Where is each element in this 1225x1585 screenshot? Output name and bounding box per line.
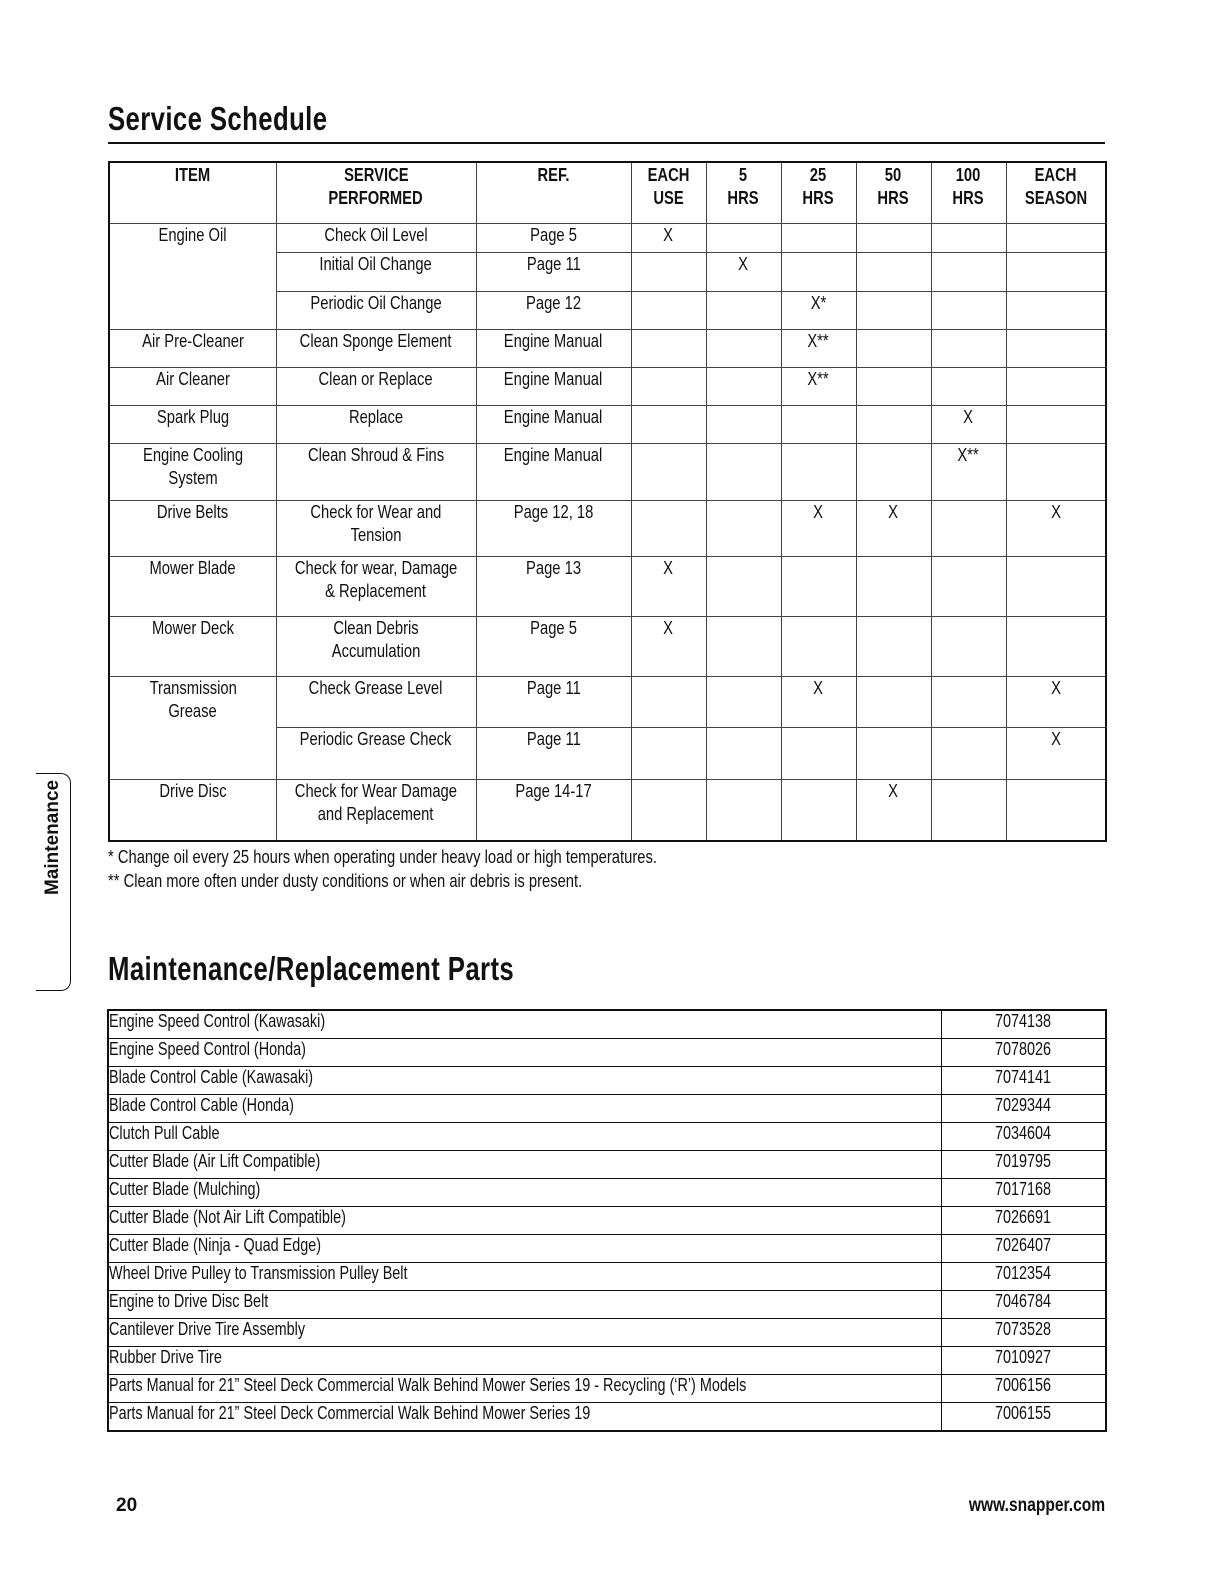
interval-mark-cell [1006,556,1106,616]
interval-mark: X** [807,368,830,389]
interval-mark-cell [1006,727,1106,779]
interval-mark: X [963,406,974,427]
schedule-row [109,405,1106,443]
parts-row [108,1347,1106,1375]
part-number: 7019795 [995,1151,1052,1171]
cell-text: Check for Wear and [310,501,442,522]
parts-row [108,1179,1106,1207]
interval-mark-cell [706,727,781,779]
interval-mark-cell [706,291,781,329]
part-description-cell [108,1347,941,1375]
interval-mark-cell [631,329,706,367]
interval-mark-cell [781,223,856,252]
interval-mark-cell [706,676,781,727]
schedule-cell-service [276,252,476,291]
header-text: EACH [647,165,690,185]
part-description-cell [108,1095,941,1123]
interval-mark-cell [1006,443,1106,500]
interval-mark-cell [931,443,1006,500]
interval-mark-cell [931,367,1006,405]
interval-mark: X** [957,444,980,465]
cell-text: Check for wear, Damage [294,557,458,578]
schedule-cell-service [276,367,476,405]
interval-mark-cell [781,556,856,616]
schedule-cell-service [276,556,476,616]
part-number-cell [941,1123,1106,1151]
part-number: 7012354 [995,1263,1052,1283]
interval-mark-cell [631,367,706,405]
part-number: 7078026 [995,1039,1052,1059]
cell-text: Engine Cooling [142,444,243,465]
schedule-row [109,556,1106,616]
schedule-cell-ref [476,329,631,367]
interval-mark-cell [931,223,1006,252]
schedule-cell-item [109,727,276,779]
schedule-row [109,223,1106,252]
cell-text: System [168,467,218,488]
footnote-cleaning: ** Clean more often under dusty conditions or when air debris is present. [108,871,583,891]
interval-mark-cell [631,223,706,252]
schedule-row [109,779,1106,841]
interval-mark-cell [631,616,706,676]
cell-text: Initial Oil Change [319,253,433,274]
side-tab-label: Maintenance [42,779,63,895]
interval-mark-cell [1006,252,1106,291]
part-description: Engine to Drive Disc Belt [109,1291,269,1311]
part-number-cell [941,1067,1106,1095]
part-number: 7006156 [995,1375,1052,1395]
cell-text: Engine Manual [504,406,603,427]
cell-text: Drive Belts [157,501,229,522]
interval-mark-cell [631,443,706,500]
interval-mark-cell [931,252,1006,291]
interval-mark-cell [931,500,1006,556]
part-description: Rubber Drive Tire [109,1347,222,1367]
part-description-cell [108,1207,941,1235]
cell-text: Periodic Grease Check [300,728,452,749]
header-text: HRS [877,188,910,208]
interval-mark-cell [706,405,781,443]
interval-mark: X [663,617,674,638]
part-description-cell [108,1403,941,1432]
cell-text: Clean or Replace [318,368,434,389]
part-description: Clutch Pull Cable [109,1123,220,1143]
part-description: Blade Control Cable (Honda) [109,1095,294,1115]
schedule-header-cell [856,162,931,223]
part-number: 7010927 [995,1347,1052,1367]
interval-mark: X [738,253,749,274]
part-number: 7029344 [995,1095,1052,1115]
part-description: Parts Manual for 21” Steel Deck Commercial Walk Behind Mower Series 19 - Recycling (‘R’) Models [109,1375,747,1395]
parts-row [108,1403,1106,1432]
part-number: 7074138 [995,1011,1052,1031]
interval-mark-cell [856,676,931,727]
part-number-cell [941,1179,1106,1207]
title-rule [108,142,1105,144]
cell-text: Clean Shroud & Fins [307,444,445,465]
interval-mark-cell [856,223,931,252]
schedule-header-cell [1006,162,1106,223]
interval-mark-cell [706,443,781,500]
schedule-cell-ref [476,367,631,405]
interval-mark-cell [931,405,1006,443]
interval-mark-cell [931,291,1006,329]
cell-text: & Replacement [325,580,427,601]
parts-row [108,1235,1106,1263]
schedule-header-cell [276,162,476,223]
interval-mark: X [813,501,824,522]
interval-mark-cell [931,676,1006,727]
header-text: 50 [885,165,902,185]
interval-mark-cell [1006,500,1106,556]
cell-text: Page 13 [526,557,581,578]
schedule-header-cell [631,162,706,223]
part-description: Cantilever Drive Tire Assembly [109,1319,306,1339]
part-description-cell [108,1319,941,1347]
cell-text: Check Oil Level [324,224,428,245]
cell-text: Page 12 [526,292,581,313]
parts-title: Maintenance/Replacement Parts [108,950,515,987]
part-description-cell [108,1235,941,1263]
schedule-cell-ref [476,616,631,676]
interval-mark-cell [856,443,931,500]
part-description-cell [108,1039,941,1067]
schedule-cell-item [109,367,276,405]
part-number: 7073528 [995,1319,1052,1339]
part-number-cell [941,1347,1106,1375]
header-text: SEASON [1024,188,1087,208]
schedule-row [109,616,1106,676]
interval-mark: X [663,224,674,245]
cell-text: Periodic Oil Change [310,292,442,313]
schedule-row [109,291,1106,329]
interval-mark: X** [807,330,830,351]
schedule-cell-ref [476,727,631,779]
schedule-cell-service [276,443,476,500]
interval-mark-cell [706,779,781,841]
cell-text: Grease [168,700,217,721]
part-number: 7017168 [995,1179,1052,1199]
part-number: 7026407 [995,1235,1052,1255]
interval-mark-cell [931,616,1006,676]
interval-mark-cell [706,616,781,676]
schedule-cell-service [276,727,476,779]
part-description: Cutter Blade (Air Lift Compatible) [109,1151,321,1171]
cell-text: Tension [350,524,402,545]
interval-mark-cell [781,367,856,405]
schedule-cell-item [109,500,276,556]
part-description: Parts Manual for 21” Steel Deck Commercial Walk Behind Mower Series 19 [109,1403,591,1423]
interval-mark-cell [931,727,1006,779]
cell-text: Page 5 [530,617,577,638]
schedule-cell-item [109,405,276,443]
schedule-cell-ref [476,291,631,329]
schedule-cell-item [109,616,276,676]
parts-row [108,1151,1106,1179]
cell-text: Transmission [149,677,237,698]
interval-mark-cell [931,556,1006,616]
parts-row [108,1095,1106,1123]
schedule-cell-item [109,329,276,367]
schedule-cell-service [276,616,476,676]
part-description-cell [108,1375,941,1403]
cell-text: Accumulation [331,640,421,661]
interval-mark-cell [631,556,706,616]
cell-text: Replace [348,406,404,427]
interval-mark-cell [631,405,706,443]
parts-row [108,1010,1106,1039]
parts-row [108,1039,1106,1067]
cell-text: Air Pre-Cleaner [141,330,244,351]
cell-text: Clean Debris [333,617,419,638]
part-description-cell [108,1010,941,1039]
schedule-cell-ref [476,405,631,443]
header-text: 100 [956,165,981,185]
schedule-cell-ref [476,443,631,500]
part-number-cell [941,1010,1106,1039]
schedule-cell-service [276,500,476,556]
schedule-cell-item [109,676,276,727]
cell-text: Mower Deck [151,617,234,638]
parts-row [108,1263,1106,1291]
schedule-cell-item [109,779,276,841]
interval-mark-cell [781,500,856,556]
cell-text: Check Grease Level [309,677,443,698]
cell-text: Page 5 [530,224,577,245]
parts-row [108,1319,1106,1347]
part-number: 7034604 [995,1123,1052,1143]
cell-text: Engine Manual [504,330,603,351]
cell-text: Spark Plug [156,406,229,427]
interval-mark-cell [631,291,706,329]
footnote-oil: * Change oil every 25 hours when operating under heavy load or high temperatures. [108,847,657,867]
part-description: Engine Speed Control (Kawasaki) [109,1011,326,1031]
schedule-header-cell [476,162,631,223]
interval-mark-cell [856,727,931,779]
interval-mark-cell [856,616,931,676]
interval-mark: X [888,780,899,801]
parts-row [108,1123,1106,1151]
parts-table [107,1009,1107,1432]
part-description: Engine Speed Control (Honda) [109,1039,306,1059]
interval-mark-cell [856,291,931,329]
interval-mark-cell [706,223,781,252]
interval-mark-cell [1006,676,1106,727]
interval-mark-cell [781,405,856,443]
part-number: 7074141 [995,1067,1052,1087]
schedule-cell-service [276,291,476,329]
schedule-cell-service [276,405,476,443]
part-number-cell [941,1263,1106,1291]
part-description-cell [108,1179,941,1207]
cell-text: Drive Disc [159,780,227,801]
schedule-row [109,500,1106,556]
interval-mark-cell [631,779,706,841]
schedule-cell-ref [476,556,631,616]
header-text: 5 [739,165,748,185]
schedule-cell-item [109,443,276,500]
cell-text: and Replacement [318,803,434,824]
schedule-header-cell [781,162,856,223]
schedule-cell-item [109,556,276,616]
interval-mark-cell [781,779,856,841]
part-number-cell [941,1039,1106,1067]
interval-mark-cell [856,367,931,405]
interval-mark-cell [781,443,856,500]
schedule-row [109,367,1106,405]
interval-mark-cell [631,500,706,556]
cell-text: Mower Blade [149,557,236,578]
header-text: USE [653,188,684,208]
interval-mark-cell [631,252,706,291]
schedule-row [109,676,1106,727]
part-description: Cutter Blade (Mulching) [109,1179,261,1199]
interval-mark-cell [706,329,781,367]
schedule-header-cell [931,162,1006,223]
header-text: HRS [952,188,985,208]
schedule-row [109,329,1106,367]
part-description-cell [108,1291,941,1319]
part-number: 7026691 [995,1207,1052,1227]
cell-text: Engine Manual [504,444,603,465]
interval-mark-cell [1006,223,1106,252]
interval-mark-cell [931,779,1006,841]
part-description: Cutter Blade (Not Air Lift Compatible) [109,1207,346,1227]
schedule-row [109,443,1106,500]
cell-text: Page 11 [526,253,581,274]
page-number: 20 [116,1495,138,1516]
part-number-cell [941,1151,1106,1179]
cell-text: Page 11 [526,728,581,749]
schedule-cell-ref [476,223,631,252]
header-text: HRS [802,188,835,208]
interval-mark-cell [1006,329,1106,367]
schedule-cell-service [276,329,476,367]
interval-mark-cell [856,405,931,443]
parts-row [108,1291,1106,1319]
schedule-header-cell [109,162,276,223]
part-description-cell [108,1151,941,1179]
part-number-cell [941,1375,1106,1403]
interval-mark-cell [706,367,781,405]
interval-mark: X [813,677,824,698]
part-description: Wheel Drive Pulley to Transmission Pulley Belt [109,1263,408,1283]
interval-mark-cell [781,616,856,676]
header-text: HRS [727,188,760,208]
interval-mark-cell [931,329,1006,367]
schedule-cell-item [109,223,276,252]
cell-text: Clean Sponge Element [300,330,452,351]
part-number-cell [941,1207,1106,1235]
schedule-cell-ref [476,252,631,291]
part-number-cell [941,1235,1106,1263]
cell-text: Check for Wear Damage [294,780,458,801]
part-number-cell [941,1403,1106,1432]
part-description: Blade Control Cable (Kawasaki) [109,1067,314,1087]
interval-mark-cell [706,556,781,616]
interval-mark: X [888,501,899,522]
interval-mark-cell [856,556,931,616]
part-number-cell [941,1095,1106,1123]
part-number-cell [941,1319,1106,1347]
schedule-cell-service [276,676,476,727]
schedule-cell-item [109,291,276,329]
interval-mark: X [663,557,674,578]
cell-text: Engine Oil [158,224,227,245]
interval-mark-cell [781,252,856,291]
interval-mark-cell [781,329,856,367]
schedule-row [109,727,1106,779]
schedule-cell-ref [476,500,631,556]
cell-text: Air Cleaner [155,368,230,389]
schedule-cell-ref [476,779,631,841]
parts-row [108,1207,1106,1235]
header-text: EACH [1034,165,1077,185]
interval-mark-cell [856,329,931,367]
part-number: 7046784 [995,1291,1052,1311]
interval-mark-cell [781,676,856,727]
interval-mark-cell [631,676,706,727]
part-description: Cutter Blade (Ninja - Quad Edge) [109,1235,322,1255]
footer-url: www.snapper.com [968,1495,1105,1516]
cell-text: Page 12, 18 [513,501,594,522]
cell-text: Engine Manual [504,368,603,389]
interval-mark-cell [706,252,781,291]
interval-mark-cell [781,291,856,329]
header-text: REF. [537,165,570,185]
interval-mark-cell [1006,616,1106,676]
part-description-cell [108,1263,941,1291]
service-schedule-table [108,161,1107,842]
header-text: PERFORMED [328,188,424,208]
header-text: ITEM [175,165,211,185]
interval-mark-cell [1006,291,1106,329]
service-schedule-title: Service Schedule [108,100,328,137]
parts-row [108,1067,1106,1095]
cell-text: Page 11 [526,677,581,698]
schedule-header-cell [706,162,781,223]
interval-mark-cell [856,500,931,556]
schedule-cell-service [276,223,476,252]
interval-mark-cell [631,727,706,779]
header-text: 25 [810,165,827,185]
interval-mark-cell [856,252,931,291]
interval-mark: X [1050,501,1061,522]
schedule-cell-ref [476,676,631,727]
part-description-cell [108,1067,941,1095]
interval-mark-cell [856,779,931,841]
schedule-cell-item [109,252,276,291]
header-text: SERVICE [343,165,409,185]
interval-mark-cell [706,500,781,556]
interval-mark-cell [781,727,856,779]
schedule-header-row [109,162,1106,223]
interval-mark-cell [1006,367,1106,405]
interval-mark: X* [810,292,827,313]
schedule-row [109,252,1106,291]
interval-mark-cell [1006,405,1106,443]
interval-mark-cell [1006,779,1106,841]
cell-text: Page 14-17 [515,780,592,801]
schedule-cell-service [276,779,476,841]
interval-mark: X [1050,728,1061,749]
part-number: 7006155 [995,1403,1052,1423]
interval-mark: X [1050,677,1061,698]
parts-row [108,1375,1106,1403]
part-number-cell [941,1291,1106,1319]
part-description-cell [108,1123,941,1151]
